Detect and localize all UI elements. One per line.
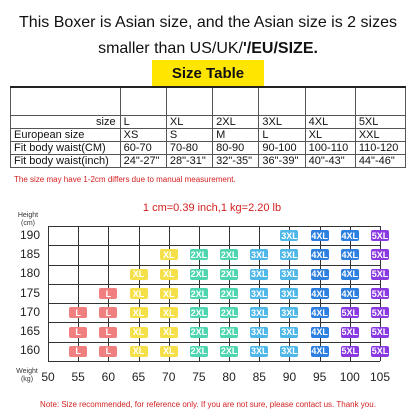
- size-cell-label: 2XL: [190, 346, 208, 357]
- size-cell-xl: [160, 346, 178, 357]
- size-cell-label: 4XL: [341, 288, 359, 299]
- size-cell-label: L: [75, 346, 81, 357]
- size-table-cell: 36"-39": [259, 155, 305, 168]
- size-table-cell: 70-80: [166, 142, 212, 155]
- size-cell-label: 3XL: [281, 269, 298, 280]
- size-cell-4xl: [311, 230, 329, 241]
- size-table-row-label: Fit body waist(CM): [11, 142, 121, 155]
- size-cell-label: XL: [162, 327, 175, 338]
- size-table-cell: 110-120: [355, 142, 405, 155]
- size-cell-5xl: [371, 288, 389, 299]
- size-cell-5xl: [371, 230, 389, 241]
- y-tick-label: 165: [19, 324, 40, 339]
- y-axis-title: Height (cm): [17, 212, 39, 227]
- size-cell-label: 4XL: [341, 230, 359, 241]
- size-cell-2xl: [220, 327, 238, 338]
- size-cell-4xl: [311, 269, 329, 280]
- x-tick-label: 95: [312, 370, 327, 384]
- size-cell-3xl: [250, 346, 268, 357]
- size-cell-label: XL: [162, 307, 175, 318]
- footer-note: Note: Size recommended, for reference only. If you are not sure, please contact us. Thank you.: [40, 400, 376, 409]
- size-cell-xl: [160, 269, 178, 280]
- size-cell-l: [99, 307, 117, 318]
- size-cell-label: XL: [162, 249, 175, 260]
- size-cell-label: 5XL: [341, 307, 359, 318]
- size-table: [10, 86, 406, 168]
- x-tick-label: 80: [222, 370, 236, 384]
- size-table-cell: XS: [120, 129, 166, 142]
- size-cell-label: 3XL: [281, 230, 298, 241]
- size-cell-label: 3XL: [251, 249, 268, 260]
- headline-line-2-prefix: smaller than US/UK/: [98, 40, 243, 57]
- size-table-header-cell: [213, 87, 259, 116]
- size-cell-label: 3XL: [281, 307, 298, 318]
- size-cell-5xl: [341, 346, 359, 357]
- size-cell-5xl: [371, 346, 389, 357]
- size-cell-label: 5XL: [371, 269, 389, 280]
- x-tick-label: 85: [252, 370, 266, 384]
- size-table-header-cell: [305, 87, 355, 116]
- size-table-header-cell: [355, 87, 405, 116]
- x-tick-label: 90: [282, 370, 297, 384]
- size-cell-3xl: [280, 307, 298, 318]
- grid-line-horizontal: [48, 245, 380, 246]
- y-tick-label: 170: [19, 304, 40, 319]
- size-cell-label: XL: [162, 288, 175, 299]
- size-cell-5xl: [371, 327, 389, 338]
- size-cell-4xl: [311, 249, 329, 260]
- x-tick-label: 70: [162, 370, 176, 384]
- grid-line-horizontal: [48, 322, 380, 323]
- measurement-note: The size may have 1-2cm differs due to manual measurement.: [14, 175, 236, 184]
- size-cell-label: 4XL: [311, 230, 328, 241]
- size-cell-l: [69, 346, 87, 357]
- headline-line-2: [0, 40, 416, 58]
- size-cell-label: 3XL: [281, 346, 298, 357]
- size-cell-xl: [160, 288, 178, 299]
- size-cell-label: XL: [132, 307, 145, 318]
- size-cell-label: 3XL: [281, 327, 298, 338]
- size-table-header-cell: [259, 87, 305, 116]
- y-tick-label: 180: [19, 266, 40, 281]
- size-cell-xl: [130, 269, 148, 280]
- size-cell-label: L: [105, 307, 112, 318]
- size-cell-label: XL: [162, 269, 175, 280]
- size-cell-xl: [160, 307, 178, 318]
- size-cell-4xl: [341, 249, 359, 260]
- grid-line-vertical: [78, 226, 79, 361]
- size-cell-3xl: [250, 327, 268, 338]
- size-table-cell: 40"-43": [305, 155, 355, 168]
- x-tick-label: 105: [369, 370, 391, 384]
- size-cell-l: [99, 288, 117, 299]
- size-table-cell: 44"-46": [355, 155, 405, 168]
- size-cell-l: [69, 307, 87, 318]
- y-tick-label: 185: [19, 246, 40, 261]
- x-tick-label: 65: [131, 370, 146, 384]
- size-cell-label: 3XL: [251, 307, 268, 318]
- grid-line-vertical: [48, 226, 49, 361]
- size-cell-4xl: [341, 288, 359, 299]
- size-cell-label: 4XL: [311, 307, 328, 318]
- size-cell-label: 2XL: [220, 327, 238, 338]
- size-cell-3xl: [280, 269, 298, 280]
- y-tick-label: 190: [19, 227, 40, 242]
- size-cell-xl: [160, 327, 178, 338]
- size-cell-2xl: [220, 346, 238, 357]
- size-cell-4xl: [311, 346, 329, 357]
- size-cell-4xl: [311, 327, 329, 338]
- size-cell-4xl: [311, 307, 329, 318]
- size-cell-label: 4XL: [341, 249, 359, 260]
- size-table-row: [11, 116, 406, 129]
- size-cell-5xl: [371, 249, 389, 260]
- size-cell-label: XL: [132, 269, 145, 280]
- size-cell-label: 5XL: [341, 327, 359, 338]
- size-cell-xl: [130, 288, 148, 299]
- size-chart-grid: [48, 226, 389, 361]
- size-cell-label: 2XL: [220, 288, 238, 299]
- size-table-cell: XL: [305, 129, 355, 142]
- size-cell-3xl: [280, 346, 298, 357]
- size-cell-4xl: [341, 269, 359, 280]
- size-table-cell: XXL: [355, 129, 405, 142]
- size-table-cell: 80-90: [213, 142, 259, 155]
- y-tick-label: 175: [19, 285, 40, 300]
- size-cell-xl: [130, 307, 148, 318]
- x-tick-label: 75: [192, 370, 206, 384]
- size-table-row: [11, 142, 406, 155]
- x-axis-title: Weight (kg): [16, 368, 38, 383]
- size-table-cell: 100-110: [305, 142, 355, 155]
- size-table-cell: 3XL: [259, 116, 305, 129]
- size-cell-label: 4XL: [341, 269, 359, 280]
- grid-line-horizontal: [48, 226, 380, 227]
- size-cell-2xl: [220, 249, 238, 260]
- size-table-cell: M: [213, 129, 259, 142]
- headline-line-1: This Boxer is Asian size, and the Asian size is 2 sizes: [19, 14, 397, 31]
- size-table-header-cell: [120, 87, 166, 116]
- size-table-cell: L: [120, 116, 166, 129]
- size-cell-label: 2XL: [190, 269, 208, 280]
- size-cell-label: 4XL: [311, 346, 328, 357]
- size-cell-l: [69, 327, 87, 338]
- size-cell-l: [99, 346, 117, 357]
- size-cell-label: 3XL: [281, 288, 298, 299]
- size-cell-label: 3XL: [251, 288, 268, 299]
- size-cell-2xl: [190, 249, 208, 260]
- size-cell-label: 5XL: [371, 288, 389, 299]
- size-cell-label: L: [105, 346, 112, 357]
- size-cell-label: L: [105, 288, 112, 299]
- y-tick-label: 160: [19, 343, 40, 358]
- size-cell-2xl: [220, 288, 238, 299]
- size-cell-2xl: [190, 327, 208, 338]
- size-cell-3xl: [280, 327, 298, 338]
- size-cell-3xl: [280, 249, 298, 260]
- headline-line-2-suffix: '/EU/SIZE.: [243, 40, 318, 57]
- size-table-header-cell: [11, 87, 121, 116]
- size-cell-3xl: [250, 249, 268, 260]
- size-cell-3xl: [250, 269, 268, 280]
- size-cell-label: 2XL: [190, 288, 208, 299]
- size-cell-3xl: [280, 230, 298, 241]
- grid-line-horizontal: [48, 342, 380, 343]
- size-table-cell: 60-70: [120, 142, 166, 155]
- size-cell-2xl: [190, 288, 208, 299]
- size-table-header-cell: [166, 87, 212, 116]
- size-cell-2xl: [220, 307, 238, 318]
- size-cell-4xl: [311, 288, 329, 299]
- size-table-title: Size Table: [152, 60, 264, 86]
- size-cell-l: [99, 327, 117, 338]
- conversion-note: 1 cm=0.39 inch,1 kg=2.20 lb: [142, 202, 282, 214]
- size-cell-xl: [130, 327, 148, 338]
- size-cell-label: 5XL: [371, 307, 389, 318]
- grid-line-horizontal: [48, 361, 380, 362]
- size-cell-label: XL: [132, 346, 145, 357]
- grid-line-horizontal: [48, 303, 380, 304]
- size-table-cell: 2XL: [213, 116, 259, 129]
- size-cell-label: 3XL: [251, 327, 268, 338]
- size-table-cell: 4XL: [305, 116, 355, 129]
- x-tick-label: 60: [101, 370, 116, 384]
- size-table-cell: XL: [166, 116, 212, 129]
- size-table-row-label: size: [11, 116, 121, 129]
- size-table-cell: 32"-35": [213, 155, 259, 168]
- size-cell-label: 2XL: [190, 249, 208, 260]
- size-cell-2xl: [190, 307, 208, 318]
- size-cell-2xl: [190, 346, 208, 357]
- size-cell-label: 2XL: [220, 346, 238, 357]
- size-cell-label: 4XL: [311, 327, 328, 338]
- size-cell-label: XL: [162, 346, 175, 357]
- size-cell-label: 5XL: [371, 327, 389, 338]
- size-cell-label: 4XL: [311, 249, 328, 260]
- size-cell-xl: [130, 346, 148, 357]
- size-cell-label: L: [105, 327, 112, 338]
- size-table-row-label: Fit body waist(inch): [11, 155, 121, 168]
- size-cell-label: 5XL: [371, 346, 389, 357]
- size-cell-xl: [160, 249, 178, 260]
- x-tick-label: 55: [71, 370, 85, 384]
- grid-line-horizontal: [48, 265, 380, 266]
- size-cell-label: XL: [132, 288, 145, 299]
- size-table-cell: S: [166, 129, 212, 142]
- size-cell-label: 3XL: [281, 249, 298, 260]
- size-cell-label: 4XL: [311, 288, 328, 299]
- size-cell-5xl: [341, 307, 359, 318]
- size-cell-label: 5XL: [341, 346, 359, 357]
- size-cell-label: 3XL: [251, 346, 268, 357]
- size-cell-label: 4XL: [311, 269, 328, 280]
- size-cell-label: 5XL: [371, 249, 389, 260]
- size-cell-label: 3XL: [251, 269, 268, 280]
- size-table-row: [11, 155, 406, 168]
- size-cell-3xl: [250, 307, 268, 318]
- size-cell-label: 2XL: [190, 327, 208, 338]
- size-cell-4xl: [341, 230, 359, 241]
- size-table-row-label: European size: [11, 129, 121, 142]
- size-cell-2xl: [190, 269, 208, 280]
- size-cell-label: 2XL: [220, 269, 238, 280]
- size-cell-label: 2XL: [190, 307, 208, 318]
- size-cell-3xl: [250, 288, 268, 299]
- size-cell-label: 5XL: [371, 230, 389, 241]
- size-cell-5xl: [341, 327, 359, 338]
- size-cell-label: L: [75, 327, 81, 338]
- size-cell-5xl: [371, 307, 389, 318]
- grid-line-horizontal: [48, 284, 380, 285]
- size-cell-label: L: [75, 307, 81, 318]
- size-table-cell: 28"-31": [166, 155, 212, 168]
- size-cell-label: 2XL: [220, 249, 238, 260]
- size-cell-5xl: [371, 269, 389, 280]
- size-table-cell: 5XL: [355, 116, 405, 129]
- size-cell-label: XL: [132, 327, 145, 338]
- size-table-cell: 90-100: [259, 142, 305, 155]
- size-table-row: [11, 129, 406, 142]
- size-cell-2xl: [220, 269, 238, 280]
- x-tick-label: 50: [41, 370, 55, 384]
- size-cell-label: 2XL: [220, 307, 238, 318]
- size-cell-3xl: [280, 288, 298, 299]
- size-table-cell: L: [259, 129, 305, 142]
- x-tick-label: 100: [339, 370, 360, 384]
- size-table-cell: 24"-27": [120, 155, 166, 168]
